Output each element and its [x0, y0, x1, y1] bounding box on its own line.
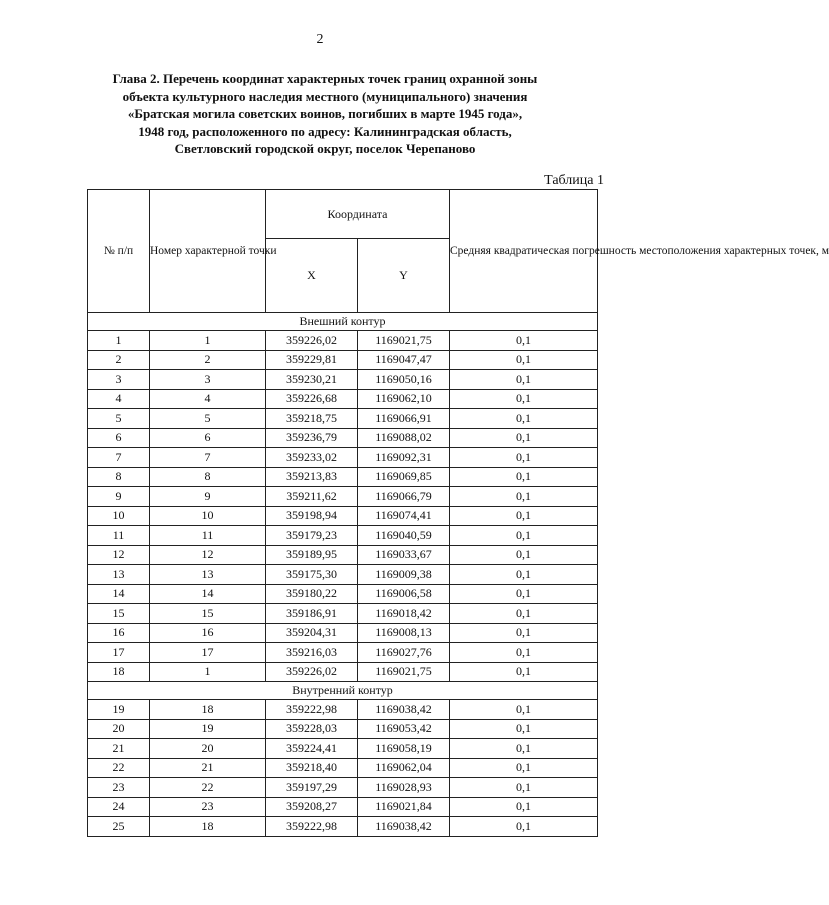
table-row: [88, 487, 598, 507]
cell-num: 15: [88, 604, 150, 624]
cell-error: 0,1: [450, 506, 598, 526]
table-row: [88, 565, 598, 585]
table-row: [88, 817, 598, 837]
section-row: [88, 682, 598, 700]
cell-y: 1169088,02: [358, 428, 450, 448]
cell-num: 24: [88, 797, 150, 817]
cell-error: 0,1: [450, 428, 598, 448]
cell-point: 14: [150, 584, 266, 604]
table-row: [88, 758, 598, 778]
cell-x: 359208,27: [266, 797, 358, 817]
cell-x: 359211,62: [266, 487, 358, 507]
cell-error: 0,1: [450, 817, 598, 837]
cell-num: 8: [88, 467, 150, 487]
cell-point: 15: [150, 604, 266, 624]
table-row: [88, 545, 598, 565]
table-row: [88, 623, 598, 643]
cell-x: 359226,68: [266, 389, 358, 409]
cell-y: 1169028,93: [358, 778, 450, 798]
cell-y: 1169040,59: [358, 526, 450, 546]
header-x: X: [266, 239, 358, 313]
cell-point: 13: [150, 565, 266, 585]
cell-x: 359197,29: [266, 778, 358, 798]
cell-point: 23: [150, 797, 266, 817]
cell-y: 1169038,42: [358, 700, 450, 720]
cell-point: 17: [150, 643, 266, 663]
cell-error: 0,1: [450, 797, 598, 817]
title-line: объекта культурного наследия местного (муниципального) значения: [122, 88, 528, 104]
cell-point: 21: [150, 758, 266, 778]
cell-point: 1: [150, 331, 266, 351]
table-row: [88, 643, 598, 663]
cell-error: 0,1: [450, 448, 598, 468]
table-row: [88, 700, 598, 720]
cell-y: 1169008,13: [358, 623, 450, 643]
title-line: Светловский городской округ, поселок Черепаново: [174, 141, 476, 156]
cell-error: 0,1: [450, 409, 598, 429]
cell-error: 0,1: [450, 604, 598, 624]
table-row: [88, 331, 598, 351]
cell-x: 359186,91: [266, 604, 358, 624]
cell-x: 359222,98: [266, 700, 358, 720]
cell-num: 17: [88, 643, 150, 663]
cell-y: 1169006,58: [358, 584, 450, 604]
cell-x: 359222,98: [266, 817, 358, 837]
cell-y: 1169033,67: [358, 545, 450, 565]
cell-error: 0,1: [450, 778, 598, 798]
cell-x: 359228,03: [266, 719, 358, 739]
cell-y: 1169066,91: [358, 409, 450, 429]
cell-error: 0,1: [450, 700, 598, 720]
cell-point: 3: [150, 370, 266, 390]
cell-num: 9: [88, 487, 150, 507]
cell-num: 5: [88, 409, 150, 429]
cell-x: 359230,21: [266, 370, 358, 390]
header-error: Средняя квадратическая погрешность местоположения характерных точек, м: [450, 190, 598, 313]
cell-error: 0,1: [450, 526, 598, 546]
cell-point: 22: [150, 778, 266, 798]
cell-x: 359233,02: [266, 448, 358, 468]
cell-y: 1169009,38: [358, 565, 450, 585]
cell-point: 20: [150, 739, 266, 759]
cell-x: 359179,23: [266, 526, 358, 546]
cell-y: 1169074,41: [358, 506, 450, 526]
cell-num: 22: [88, 758, 150, 778]
cell-x: 359224,41: [266, 739, 358, 759]
cell-num: 19: [88, 700, 150, 720]
cell-y: 1169038,42: [358, 817, 450, 837]
cell-y: 1169066,79: [358, 487, 450, 507]
cell-error: 0,1: [450, 758, 598, 778]
cell-x: 359198,94: [266, 506, 358, 526]
cell-num: 16: [88, 623, 150, 643]
title-line: «Братская могила советских воинов, погибших в марте 1945 года»,: [127, 106, 523, 121]
cell-y: 1169050,16: [358, 370, 450, 390]
cell-x: 359213,83: [266, 467, 358, 487]
cell-x: 359236,79: [266, 428, 358, 448]
cell-x: 359218,75: [266, 409, 358, 429]
cell-num: 1: [88, 331, 150, 351]
cell-point: 6: [150, 428, 266, 448]
table-row: [88, 370, 598, 390]
cell-num: 4: [88, 389, 150, 409]
cell-point: 16: [150, 623, 266, 643]
table-row: [88, 797, 598, 817]
table-row: [88, 719, 598, 739]
section-title: Внешний контур: [88, 313, 598, 331]
table-body: [88, 313, 598, 837]
header-y: Y: [358, 239, 450, 313]
section-title: Внутренний контур: [88, 682, 598, 700]
cell-y: 1169092,31: [358, 448, 450, 468]
cell-error: 0,1: [450, 719, 598, 739]
cell-x: 359226,02: [266, 331, 358, 351]
cell-y: 1169018,42: [358, 604, 450, 624]
cell-x: 359189,95: [266, 545, 358, 565]
cell-x: 359218,40: [266, 758, 358, 778]
cell-point: 11: [150, 526, 266, 546]
cell-error: 0,1: [450, 739, 598, 759]
cell-y: 1169058,19: [358, 739, 450, 759]
table-row: [88, 662, 598, 682]
cell-x: 359229,81: [266, 350, 358, 370]
cell-error: 0,1: [450, 370, 598, 390]
header-coordinate: Координата: [266, 190, 450, 239]
cell-point: 1: [150, 662, 266, 682]
table-row: [88, 584, 598, 604]
cell-x: 359216,03: [266, 643, 358, 663]
table-row: [88, 604, 598, 624]
table-row: [88, 409, 598, 429]
table-row: [88, 350, 598, 370]
title-line: 1948 год, расположенного по адресу: Калининградская область,: [138, 123, 512, 139]
cell-point: 4: [150, 389, 266, 409]
cell-y: 1169062,04: [358, 758, 450, 778]
cell-num: 10: [88, 506, 150, 526]
table-label: Таблица 1: [544, 173, 604, 188]
document-title: [70, 70, 580, 158]
cell-num: 3: [88, 370, 150, 390]
cell-x: 359226,02: [266, 662, 358, 682]
cell-num: 2: [88, 350, 150, 370]
cell-error: 0,1: [450, 331, 598, 351]
cell-num: 14: [88, 584, 150, 604]
cell-num: 12: [88, 545, 150, 565]
cell-error: 0,1: [450, 389, 598, 409]
title-line: Глава 2. Перечень координат характерных точек границ охранной зоны: [112, 71, 538, 86]
cell-point: 9: [150, 487, 266, 507]
cell-point: 18: [150, 700, 266, 720]
cell-point: 12: [150, 545, 266, 565]
cell-error: 0,1: [450, 662, 598, 682]
cell-num: 25: [88, 817, 150, 837]
cell-y: 1169069,85: [358, 467, 450, 487]
cell-error: 0,1: [450, 487, 598, 507]
table-row: [88, 526, 598, 546]
cell-y: 1169021,75: [358, 331, 450, 351]
cell-error: 0,1: [450, 565, 598, 585]
cell-point: 2: [150, 350, 266, 370]
cell-point: 10: [150, 506, 266, 526]
cell-y: 1169053,42: [358, 719, 450, 739]
cell-x: 359175,30: [266, 565, 358, 585]
cell-y: 1169047,47: [358, 350, 450, 370]
table-row: [88, 448, 598, 468]
page-number: 2: [316, 32, 324, 47]
cell-error: 0,1: [450, 545, 598, 565]
cell-y: 1169021,75: [358, 662, 450, 682]
table-row: [88, 506, 598, 526]
cell-error: 0,1: [450, 643, 598, 663]
cell-error: 0,1: [450, 623, 598, 643]
table-row: [88, 739, 598, 759]
table-row: [88, 428, 598, 448]
cell-num: 6: [88, 428, 150, 448]
cell-point: 18: [150, 817, 266, 837]
cell-y: 1169062,10: [358, 389, 450, 409]
cell-num: 20: [88, 719, 150, 739]
cell-x: 359180,22: [266, 584, 358, 604]
cell-point: 19: [150, 719, 266, 739]
cell-error: 0,1: [450, 467, 598, 487]
cell-num: 18: [88, 662, 150, 682]
cell-point: 8: [150, 467, 266, 487]
cell-x: 359204,31: [266, 623, 358, 643]
coordinates-table: [87, 189, 829, 837]
table-row: [88, 467, 598, 487]
cell-error: 0,1: [450, 350, 598, 370]
cell-num: 7: [88, 448, 150, 468]
cell-num: 21: [88, 739, 150, 759]
cell-num: 23: [88, 778, 150, 798]
cell-y: 1169021,84: [358, 797, 450, 817]
cell-point: 7: [150, 448, 266, 468]
header-point: Номер характерной точки: [150, 190, 266, 313]
table-row: [88, 389, 598, 409]
cell-point: 5: [150, 409, 266, 429]
cell-error: 0,1: [450, 584, 598, 604]
cell-num: 13: [88, 565, 150, 585]
section-row: [88, 313, 598, 331]
cell-num: 11: [88, 526, 150, 546]
header-num: № п/п: [88, 190, 150, 313]
table-row: [88, 778, 598, 798]
cell-y: 1169027,76: [358, 643, 450, 663]
